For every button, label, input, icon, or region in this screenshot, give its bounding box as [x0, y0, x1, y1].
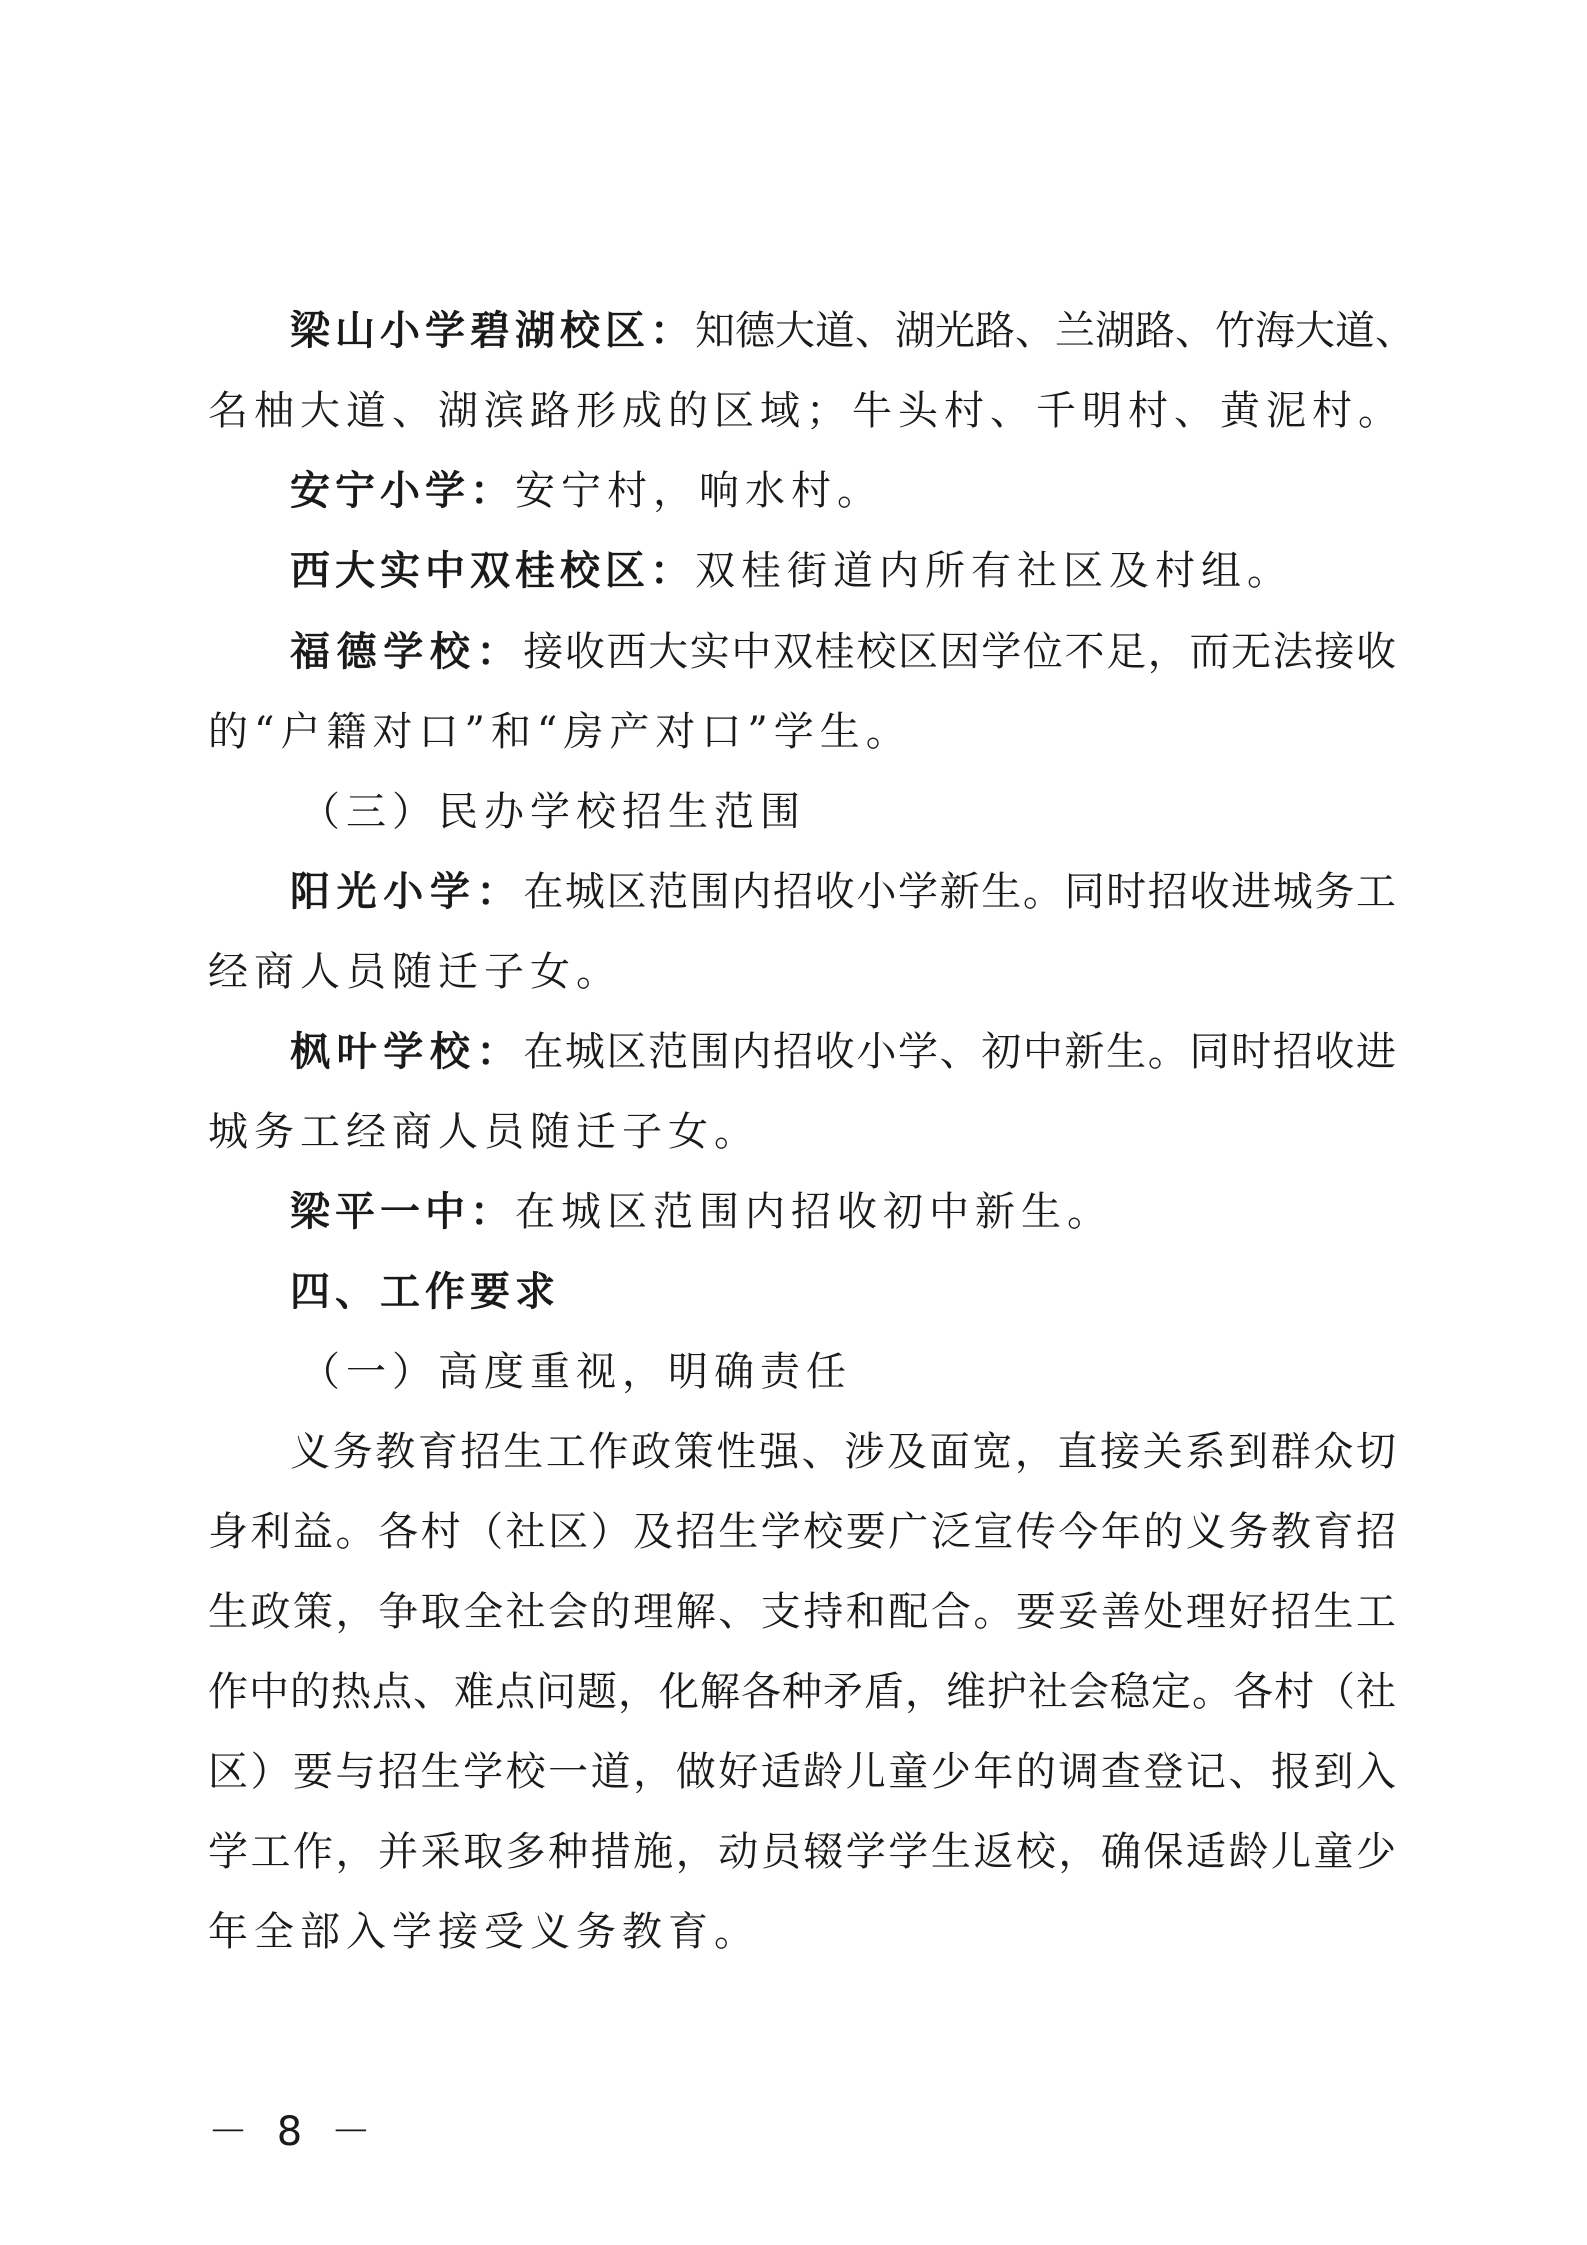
paragraph-line [290, 1026, 1396, 1078]
paragraph-line [290, 1186, 1396, 1238]
school-scope-continued: 名柚大道、湖滨路形成的区域；牛头村、千明村、黄泥村。 [208, 388, 1404, 434]
school-label: 福德学校： [290, 629, 524, 675]
paragraph-line [208, 706, 1396, 758]
paragraph-line [208, 385, 1404, 437]
paragraph-line [290, 305, 1415, 357]
school-label: 安宁小学： [290, 468, 515, 514]
paragraph-line [290, 626, 1396, 678]
subsection-heading: （一）高度重视，明确责任 [300, 1349, 852, 1395]
school-scope: 安宁村，响水村。 [515, 468, 883, 514]
body-line: 身利益。各村（社区）及招生学校要广泛宣传今年的义务教育招 [208, 1509, 1396, 1555]
section-heading: （三）民办学校招生范围 [300, 789, 806, 835]
school-scope: 在城区范围内招收小学、初中新生。同时招收进 [523, 1029, 1397, 1075]
page-number: － 8 － [208, 2109, 379, 2155]
paragraph-line [290, 545, 1396, 597]
school-scope: 在城区范围内招收初中新生。 [515, 1189, 1113, 1235]
section-heading: 四、工作要求 [290, 1269, 560, 1315]
body-line: 学工作，并采取多种措施，动员辍学学生返校，确保适龄儿童少 [208, 1829, 1396, 1875]
paragraph-line [208, 946, 1396, 998]
body-line: 义务教育招生工作政策性强、涉及面宽，直接关系到群众切 [290, 1429, 1396, 1475]
school-scope: 接收西大实中双桂校区因学位不足，而无法接收 [523, 629, 1397, 675]
school-label: 阳光小学： [290, 869, 524, 915]
school-scope-continued: 的“户籍对口”和“房产对口”学生。 [208, 709, 912, 755]
school-label: 梁平一中： [290, 1189, 515, 1235]
school-scope: 在城区范围内招收小学新生。同时招收进城务工 [523, 869, 1397, 915]
school-scope: 双桂街道内所有社区及村组。 [695, 548, 1293, 594]
paragraph-line [208, 1106, 1396, 1158]
body-line: 年全部入学接受义务教育。 [208, 1909, 760, 1955]
paragraph-line [290, 866, 1396, 918]
school-scope: 知德大道、湖光路、兰湖路、竹海大道、 [695, 308, 1415, 354]
paragraph-line [290, 465, 1396, 517]
school-label: 西大实中双桂校区： [290, 548, 695, 594]
body-line: 作中的热点、难点问题，化解各种矛盾，维护社会稳定。各村（社 [208, 1669, 1396, 1715]
school-label: 梁山小学碧湖校区： [290, 308, 695, 354]
school-scope-continued: 城务工经商人员随迁子女。 [208, 1109, 760, 1155]
school-label: 枫叶学校： [290, 1029, 524, 1075]
school-scope-continued: 经商人员随迁子女。 [208, 949, 622, 995]
body-line: 区）要与招生学校一道，做好适龄儿童少年的调查登记、报到入 [208, 1749, 1396, 1795]
body-line: 生政策，争取全社会的理解、支持和配合。要妥善处理好招生工 [208, 1589, 1396, 1635]
